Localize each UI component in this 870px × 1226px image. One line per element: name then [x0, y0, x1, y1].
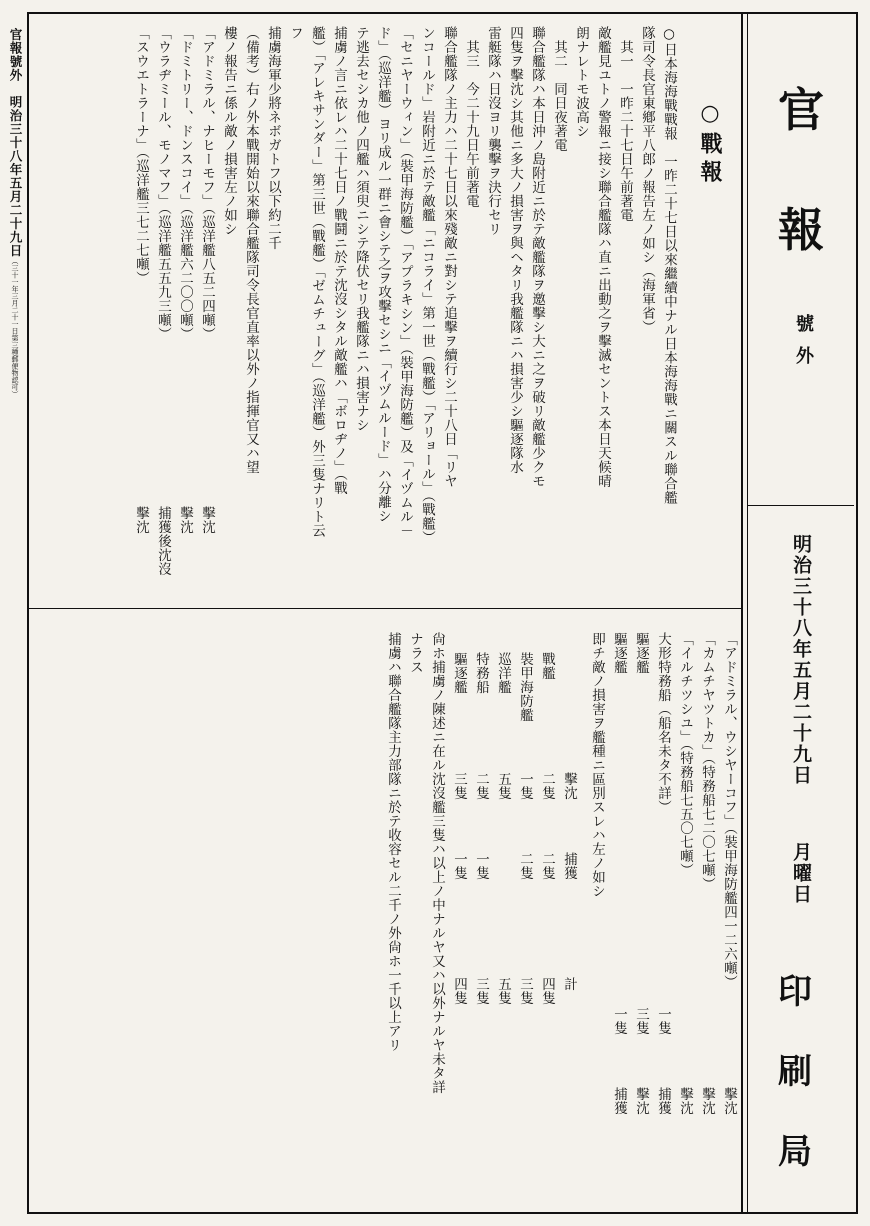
th-sunk: 擊沈 [561, 772, 577, 800]
article-column: 聯合艦隊ノ主力ハ二十七日以來殘敵ニ對シテ追擊ヲ續行シ二十八日「リヤ [441, 26, 457, 488]
ship-result: 擊沈 [177, 506, 193, 534]
section-divider [29, 608, 742, 609]
table-cell-sunk: 五隻 [495, 772, 511, 800]
ship-entry [608, 632, 630, 1192]
lower-article [382, 632, 740, 1192]
article-column: 其二 同日夜著電 [551, 26, 567, 152]
table-header [558, 632, 580, 1192]
th-captured: 捕獲 [561, 852, 577, 880]
ship-result: 擊沈 [699, 1087, 715, 1115]
ship-result: 擊沈 [721, 1087, 737, 1115]
article-column: 「セニヤーウィン」（裝甲海防艦）「アプラキシン」（裝甲海防艦）及「イヅムル－ [397, 26, 413, 538]
table-cell-type: 戰艦 [539, 652, 555, 680]
ship-entry [196, 26, 218, 586]
article-column: ○日本海海戰戰報 一昨二十七日以來繼續中ナル日本海海戰ニ關スル聯合艦 [661, 26, 677, 505]
table-cell-type: 驅逐艦 [451, 652, 467, 694]
closing-column: ナラス [407, 632, 423, 674]
ship-entry [152, 26, 174, 586]
ship-name: 「アドミラル、ウシヤーコフ」（裝甲海防艦四一二六噸） [721, 632, 737, 990]
table-cell-total: 五隻 [495, 977, 511, 1005]
article-column: フ [287, 26, 303, 40]
ship-result: 捕獲 [655, 1087, 671, 1115]
ship-name: 「ドミトリー、ドンスコイ」（巡洋艦六二〇〇噸） [177, 26, 193, 342]
ship-result: 捕獲 [611, 1087, 627, 1115]
table-cell-type: 特務船 [473, 652, 489, 694]
ship-count: 一隻 [655, 1007, 671, 1035]
table-cell-sunk: 三隻 [451, 772, 467, 800]
ship-result: 擊沈 [133, 506, 149, 534]
section-heading: ○戰報 [697, 100, 723, 188]
article-column: 隊司令長官東鄕平八郎ノ報告左ノ如シ（海軍省） [639, 26, 655, 334]
table-cell-total: 四隻 [539, 977, 555, 1005]
table-cell-total: 四隻 [451, 977, 467, 1005]
publisher-char: 印 [778, 972, 812, 1012]
article-column: 捕虜ノ言ニ依レハ二十七日ノ戰鬪ニ於テ沈沒シタル敵艦ハ「ボロヂノ」（戰 [331, 26, 347, 496]
table-cell-captured: 一隻 [473, 852, 489, 880]
table-cell-sunk: 二隻 [539, 772, 555, 800]
table-cell-type: 裝甲海防艦 [517, 652, 533, 722]
masthead-title-char: 官 [778, 83, 824, 137]
table-row [536, 632, 558, 1192]
table-cell-total: 三隻 [473, 977, 489, 1005]
table-cell-type: 巡洋艦 [495, 652, 511, 694]
table-cell-sunk: 一隻 [517, 772, 533, 800]
margin-header [6, 28, 24, 398]
article-column: 捕虜海軍少將ネボガトフ以下約二千 [265, 26, 281, 250]
margin-date: 明治三十八年五月二十九日 [8, 95, 23, 258]
table-cell-captured: 一隻 [451, 852, 467, 880]
ship-name: 「スウエトラーナ」（巡洋艦三七二七噸） [133, 26, 149, 286]
ship-result: 捕獲後沈沒 [155, 506, 171, 576]
masthead-divider [741, 12, 743, 1212]
ship-entry [718, 632, 740, 1192]
article-column: 其一 一昨二十七日午前著電 [617, 26, 633, 222]
article-column: 其三 今二十九日午前著電 [463, 26, 479, 208]
article-column: 敵艦見ユトノ警報ニ接シ聯合艦隊ハ直ニ出動之ヲ擊滅セントス本日天候晴 [595, 26, 611, 488]
article-column: 朗ナレトモ波高シ [573, 26, 589, 138]
ship-result: 擊沈 [199, 506, 215, 534]
upper-article [130, 26, 680, 586]
article-column: ンコールド」岩附近ニ於テ敵艦「ニコライ」第一世（戰艦）「アリョール」（戰艦） [419, 26, 435, 545]
table-cell-total: 三隻 [517, 977, 533, 1005]
table-row [514, 632, 536, 1192]
ship-name: 「アドミラル、ナヒーモフ」（巡洋艦八五二四噸） [199, 26, 215, 342]
ship-result: 擊沈 [633, 1087, 649, 1115]
table-row [492, 632, 514, 1192]
article-column: 雷艇隊ハ日沒ヨリ襲擊ヲ決行セリ [485, 26, 501, 236]
masthead-extra: 號外 [793, 314, 814, 378]
margin-note: （三十一年三月二十一日第三種郵便物認可） [11, 257, 19, 398]
ship-name: 驅逐艦 [611, 632, 627, 674]
ship-name: 「ウラヂミール、モノマフ」（巡洋艦五五九三噸） [155, 26, 171, 342]
table-cell-sunk: 二隻 [473, 772, 489, 800]
ship-count: 三隻 [633, 1007, 649, 1035]
table-cell-captured: 二隻 [517, 852, 533, 880]
article-column: 樓ノ報告ニ係ル敵ノ損害左ノ如シ [221, 26, 237, 236]
ship-name: 大形特務船（船名未タ不詳） [655, 632, 671, 814]
ship-entry [652, 632, 674, 1192]
ship-entry [674, 632, 696, 1192]
masthead-title-char: 報 [778, 203, 824, 257]
article-column: テ逃去セシカ他ノ四艦ハ須臾ニシテ降伏セリ我艦隊ニハ損害ナシ [353, 26, 369, 432]
ship-entry [130, 26, 152, 586]
publisher-char: 局 [778, 1132, 812, 1172]
table-cell-captured: 二隻 [539, 852, 555, 880]
ship-name: 驅逐艦 [633, 632, 649, 674]
th-total: 計 [561, 977, 577, 991]
ship-name: 「カムチヤツトカ」（特務船七二〇七噸） [699, 632, 715, 892]
ship-name: 「イルチツシユ」（特務船七五〇七噸） [677, 632, 693, 878]
ship-entry [630, 632, 652, 1192]
masthead-weekday: 月曜日 [790, 842, 812, 905]
ship-result: 擊沈 [677, 1087, 693, 1115]
publisher-char: 刷 [778, 1052, 812, 1092]
article-column: ド」（巡洋艦）ヨリ成ル一群ニ會シテ之ヲ攻擊セシニ「イヅムルード」ハ分離シ [375, 26, 391, 524]
masthead [750, 14, 854, 1210]
table-row [448, 632, 470, 1192]
article-column: 艦）「アレキサンダー」第三世（戰艦）「ゼムチューグ」（巡洋艦）外三隻ナリト云 [309, 26, 325, 538]
closing-column: 捕虜ハ聯合艦隊主力部隊ニ於テ收容セル二千ノ外尙ホ一千以上アリ [385, 632, 401, 1052]
article-column: 四隻ヲ擊沈シ其他ニ多大ノ損害ヲ與ヘタリ我艦隊ニハ損害少シ驅逐隊水 [507, 26, 523, 474]
summary-intro: 即チ敵ノ損害ヲ艦種ニ區別スレハ左ノ如シ [589, 632, 605, 898]
closing-column: 尙ホ捕虜ノ陳述ニ在ル沈沒艦三隻ハ以上ノ中ナルヤ又ハ以外ナルヤ未タ詳 [429, 632, 445, 1094]
article-column: 聯合艦隊ハ本日沖ノ島附近ニ於テ敵艦隊ヲ邀擊シ大ニ之ヲ破リ敵艦少クモ [529, 26, 545, 488]
masthead-date: 明治三十八年五月二十九日 [790, 534, 812, 786]
ship-entry [174, 26, 196, 586]
margin-series: 官報號外 [8, 28, 23, 82]
article-column: （備考）右ノ外本戰開始以來聯合艦隊司令長官直率以外ノ指揮官又ハ望 [243, 26, 259, 474]
ship-entry [696, 632, 718, 1192]
ship-count: 一隻 [611, 1007, 627, 1035]
masthead-divider-inner [747, 12, 748, 1212]
table-row [470, 632, 492, 1192]
